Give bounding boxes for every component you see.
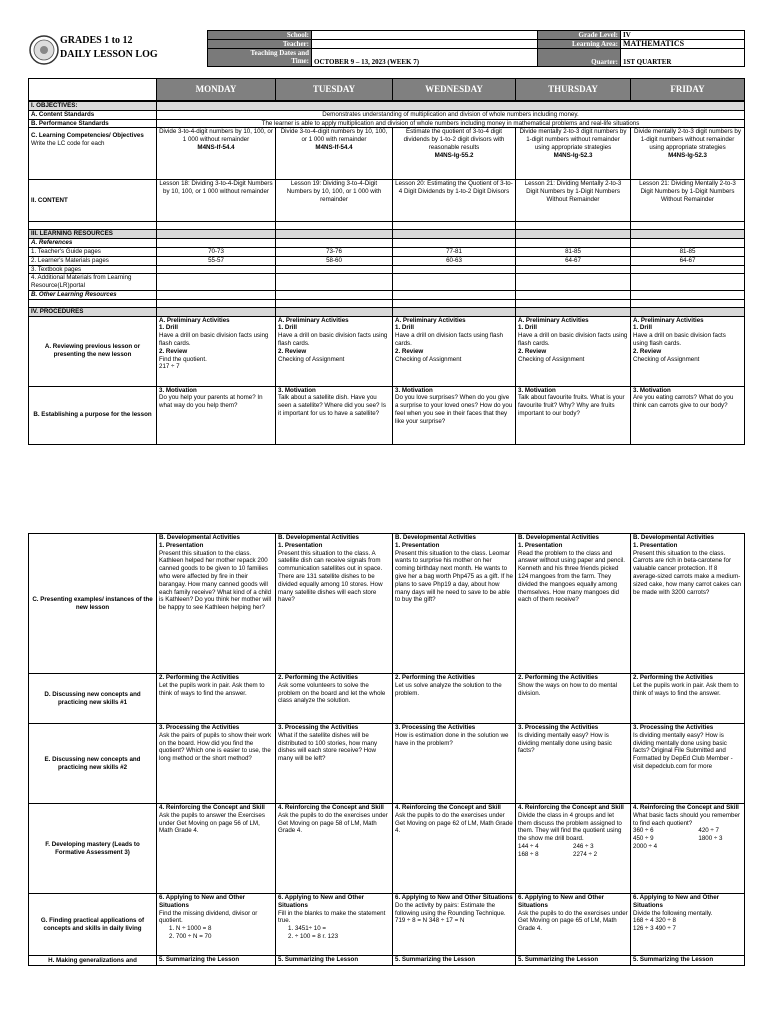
tb-cell <box>631 265 745 274</box>
proc-g-text: Ask the pupils to do the exercises under Get Moving on page 65 of LM, Math Grade 4. <box>518 909 628 933</box>
exercise-item: 1800 ÷ 3 <box>698 835 723 843</box>
grade-value[interactable]: IV <box>621 31 745 40</box>
lc-code: M4NS-If-54.4 <box>197 143 235 151</box>
tg-tuesday: 73-76 <box>276 247 393 256</box>
procedures-heading: IV. PROCEDURES <box>29 307 157 316</box>
proc-g-line: 168 ÷ 4 320 ÷ 8 <box>633 917 676 925</box>
procedure-d-label: D. Discussing new concepts and practicing new skills #1 <box>29 674 157 724</box>
proc-d-title: 2. Performing the Activities <box>518 674 598 681</box>
lc-wednesday <box>393 128 516 180</box>
proc-c-text: Present this situation to the class. Carrots are rich in beta-carotene for valuable cancer protection. If 8 average-sized carrots make a medium-sized cake, how many carrot cakes can be made with 3200 carrots? <box>633 549 741 596</box>
proc-g-wednesday <box>393 894 516 956</box>
proc-fill <box>157 307 276 316</box>
exercise-item: 2000 ÷ 4 <box>633 842 658 850</box>
proc-b-text: Are you eating carrots? What do you think can carrots give to our body? <box>633 394 734 410</box>
lc-sub: Write the LC code for each <box>31 140 105 148</box>
proc-c-friday <box>631 534 745 674</box>
spacer-cell <box>631 299 745 307</box>
proc-f-wednesday <box>393 804 516 894</box>
proc-c-text: Present this situation to the class. Leomar wants to surprise his mother on her coming birthday next month. He wants to give her a bag worth Php475 as a gift. If he plans to save Php19 a day, about how many days will he need to save to be able to buy the gift? <box>395 549 513 604</box>
exercise-item: 450 ÷ 9 <box>633 835 654 843</box>
spacer-cell <box>29 222 157 230</box>
proc-g-line: 1. N ÷ 1000 = 8 <box>169 925 212 933</box>
procedure-e-label: E. Discussing new concepts and practicing new skills #2 <box>29 724 157 804</box>
objectives-heading-fill <box>157 102 745 111</box>
review-extra: 217 ÷ 7 <box>159 363 180 371</box>
drill-label: 1. Drill <box>278 324 297 332</box>
proc-f-monday <box>157 804 276 894</box>
proc-d-title: 2. Performing the Activities <box>278 674 358 681</box>
proc-c-sub: 1. Presentation <box>633 541 678 549</box>
proc-d-title: 2. Performing the Activities <box>633 674 713 681</box>
proc-c-wednesday <box>393 534 516 674</box>
content-friday: Lesson 21: Dividing Mentally 2-to-3 Digit Numbers by 1-Digit Numbers Without Remainder <box>631 180 745 222</box>
lm-monday: 55-57 <box>157 256 276 265</box>
resources-fill <box>393 230 516 239</box>
proc-g-monday <box>157 894 276 956</box>
proc-a-title: A. Preliminary Activities <box>633 316 704 324</box>
exercise-item: 168 ÷ 8 <box>518 850 539 858</box>
review-label: 2. Review <box>395 347 424 355</box>
proc-g-title: 6. Applying to New and Other Situations <box>633 894 720 909</box>
proc-d-title: 2. Performing the Activities <box>159 674 239 681</box>
proc-e-title: 3. Processing the Activities <box>395 724 476 731</box>
proc-h-friday: 5. Summarizing the Lesson <box>631 956 745 966</box>
proc-f-text: What basic facts should you remember to find each quotient? <box>633 811 740 827</box>
proc-b-wednesday <box>393 386 516 444</box>
proc-g-text: Find the missing dividend, divisor or quotient. <box>159 909 258 925</box>
proc-c-text: Present this situation to the class. A satellite dish can receive signals from communication satellites out in space. There are 131 satellite dishes to be divided equally among 10 stores. How many satellite dishes will each store have? <box>278 549 383 604</box>
content-label: II. CONTENT <box>29 180 157 222</box>
day-monday: MONDAY <box>157 79 276 101</box>
proc-e-text: Is dividing mentally easy? How is dividing mentally done using basic facts? Original File Submitted and Formatted by DepEd Club Member - visit depedclub.com for more <box>633 731 733 770</box>
drill-text: Have a drill on basic division facts using flash cards. <box>633 332 726 347</box>
proc-b-thursday <box>516 386 631 444</box>
proc-c-title: B. Developmental Activities <box>633 534 714 541</box>
other-cell <box>157 290 276 299</box>
review-label: 2. Review <box>278 347 307 355</box>
proc-e-title: 3. Processing the Activities <box>278 724 359 731</box>
ref-cell <box>276 239 393 248</box>
exercise-item: 360 ÷ 6 <box>633 827 654 835</box>
proc-e-text: How is estimation done in the solution we have in the problem? <box>395 731 509 747</box>
procedure-f-label: F. Developing mastery (Leads to Formative Assessment 3) <box>29 804 157 894</box>
dates-label-line-2: Time: <box>291 57 309 65</box>
quarter-value[interactable]: 1ST QUARTER <box>621 49 745 67</box>
lc-thursday <box>516 128 631 180</box>
proc-d-monday <box>157 674 276 724</box>
proc-h-monday: 5. Summarizing the Lesson <box>157 956 276 966</box>
area-value[interactable]: MATHEMATICS <box>621 40 745 49</box>
performance-standards-text: The learner is able to apply multiplication and division of whole numbers including money in mathematical problems and real-life situations <box>157 119 745 128</box>
proc-h-tuesday: 5. Summarizing the Lesson <box>276 956 393 966</box>
ref-cell <box>157 239 276 248</box>
ref-cell <box>393 239 516 248</box>
proc-g-thursday <box>516 894 631 956</box>
proc-f-text: Ask the pupils to do the exercises under Get Moving on page 62 of LM, Math Grade 4. <box>395 811 513 835</box>
drill-text: Have a drill on basic division facts using flash cards. <box>159 332 269 347</box>
dates-value[interactable]: OCTOBER 9 – 13, 2023 (WEEK 7) <box>312 49 538 67</box>
days-corner <box>29 79 157 101</box>
lc-code: M4NS-If-54.4 <box>315 143 353 151</box>
other-resources-label: B. Other Learning Resources <box>29 290 157 299</box>
proc-b-title: 3. Motivation <box>159 386 197 394</box>
proc-d-title: 2. Performing the Activities <box>395 674 475 681</box>
lc-code: M4NS-Ig-52.3 <box>668 151 707 159</box>
other-cell <box>631 290 745 299</box>
proc-g-title: 6. Applying to New and Other Situations <box>518 894 605 909</box>
other-cell <box>276 290 393 299</box>
lc-code: M4NS-Ig-55.2 <box>434 151 474 159</box>
proc-c-sub: 1. Presentation <box>395 541 440 549</box>
review-label: 2. Review <box>159 347 188 355</box>
content-tuesday: Lesson 19: Dividing 3-to-4-Digit Numbers by 10, 100, or 1 000 with remainder <box>276 180 393 222</box>
lc-text: Estimate the quotient of 3-to-4 digit dividends by 1-to-2 digit divisors with reasonable results <box>403 128 505 151</box>
add-cell <box>276 274 393 291</box>
proc-e-title: 3. Processing the Activities <box>518 724 599 731</box>
drill-text: Have a drill on division facts using flash cards. <box>395 332 503 347</box>
procedure-g-label: G. Finding practical applications of concepts and skills in daily living <box>29 894 157 956</box>
review-text: Checking of Assignment <box>518 355 585 363</box>
spacer-cell <box>631 222 745 230</box>
tb-cell <box>393 265 516 274</box>
lm-label: 2. Learner's Materials pages <box>29 256 157 265</box>
proc-c-tuesday <box>276 534 393 674</box>
proc-fill <box>393 307 516 316</box>
proc-g-text: Divide the following mentally. <box>633 909 713 917</box>
proc-f-text: Ask the pupils to answer the Exercises under Get Moving on page 56 of LM, Math Grade 4. <box>159 811 265 835</box>
proc-e-text: Ask the pairs of pupils to show their work on the board. How did you find the quotient? Which one is easier to use, the long method or the short method? <box>159 731 272 763</box>
lc-code: M4NS-Ig-52.3 <box>553 151 593 159</box>
proc-c-sub: 1. Presentation <box>159 541 204 549</box>
add-cell <box>393 274 516 291</box>
proc-g-line: 126 ÷ 3 490 ÷ 7 <box>633 925 676 933</box>
review-label: 2. Review <box>633 347 662 355</box>
proc-h-thursday: 5. Summarizing the Lesson <box>516 956 631 966</box>
proc-d-friday <box>631 674 745 724</box>
proc-a-title: A. Preliminary Activities <box>278 316 349 324</box>
proc-g-line: 2. 700 ÷ N = 70 <box>169 932 212 940</box>
drill-label: 1. Drill <box>633 324 652 332</box>
resources-fill <box>276 230 393 239</box>
procedure-c-label: C. Presenting examples/ instances of the new lesson <box>29 534 157 674</box>
review-text: Find the quotient. <box>159 355 207 363</box>
spacer-cell <box>516 299 631 307</box>
proc-a-thursday <box>516 316 631 386</box>
title-line-2: DAILY LESSON LOG <box>60 49 158 60</box>
day-thursday: THURSDAY <box>516 79 631 101</box>
proc-g-friday <box>631 894 745 956</box>
textbook-label: 3. Textbook pages <box>29 265 157 274</box>
deped-seal-icon <box>29 30 59 70</box>
lc-label-cell <box>29 128 157 180</box>
proc-f-tuesday <box>276 804 393 894</box>
resources-fill <box>516 230 631 239</box>
proc-g-text: Do the activity by pairs: Estimate the following using the Rounding Technique. <box>395 901 506 917</box>
proc-d-text: Ask some volunteers to solve the problem on the board and let the whole class analyze the solution. <box>278 681 386 705</box>
lc-text: Divide 3-to-4-digit numbers by 10, 100, or 1 000 without remainder <box>159 128 273 144</box>
teacher-label: Teacher: <box>208 40 312 49</box>
lc-friday <box>631 128 745 180</box>
content-standards-text: Demonstrates understanding of multiplication and division of whole numbers including money. <box>157 110 745 119</box>
exercise-item <box>698 843 742 851</box>
other-cell <box>393 290 516 299</box>
document-title <box>60 34 158 62</box>
dates-label <box>208 49 312 67</box>
lm-tuesday: 58-60 <box>276 256 393 265</box>
tg-label: 1. Teacher's Guide pages <box>29 247 157 256</box>
proc-f-thursday <box>516 804 631 894</box>
grade-label: Grade Level: <box>538 31 621 40</box>
proc-f-text: Ask the pupils to do the exercises under Get Moving on page 58 of LM, Math Grade 4. <box>278 811 388 835</box>
spacer-cell <box>157 299 276 307</box>
proc-b-text: Do you love surprises? When do you give a surprise to your loved ones? How do you feel when you see in their faces that they like your surprise? <box>395 394 513 425</box>
content-standards-label: A. Content Standards <box>29 110 157 119</box>
proc-c-title: B. Developmental Activities <box>159 534 240 541</box>
review-text: Checking of Assignment <box>278 355 345 363</box>
proc-fill <box>276 307 393 316</box>
proc-g-line: 1. 3451÷ 10 = <box>288 925 326 933</box>
proc-b-title: 3. Motivation <box>278 386 316 394</box>
proc-d-text: Show the ways on how to do mental division. <box>518 681 618 697</box>
proc-c-thursday <box>516 534 631 674</box>
spacer-cell <box>29 299 157 307</box>
proc-c-title: B. Developmental Activities <box>278 534 359 541</box>
lm-friday: 64-67 <box>631 256 745 265</box>
proc-e-text: Is dividing mentally easy? How is dividing mentally done using basic facts? <box>518 731 612 755</box>
proc-b-friday <box>631 386 745 444</box>
proc-b-title: 3. Motivation <box>395 386 433 394</box>
content-wednesday: Lesson 20: Estimating the Quotient of 3-to-4 Digit Dividends by 1-to-2 Digit Divisors <box>393 180 516 222</box>
drill-text: Have a drill on basic division facts using flash cards. <box>278 332 388 347</box>
proc-g-line: 2. ÷ 100 = 8 r. 123 <box>288 932 339 940</box>
proc-a-title: A. Preliminary Activities <box>159 316 230 324</box>
proc-c-sub: 1. Presentation <box>278 541 323 549</box>
other-cell <box>516 290 631 299</box>
spacer-cell <box>157 222 276 230</box>
proc-e-monday <box>157 724 276 804</box>
exercise-list <box>518 843 628 859</box>
lc-label: C. Learning Competencies/ Objectives <box>31 132 144 140</box>
resources-heading: III. LEARNING RESOURCES <box>29 230 157 239</box>
drill-label: 1. Drill <box>159 324 178 332</box>
spacer-cell <box>276 222 393 230</box>
procedure-a-label: A. Reviewing previous lesson or presenting the new lesson <box>29 316 157 386</box>
proc-g-line: 719 ÷ 8 = N 348 ÷ 17 = N <box>395 917 465 925</box>
review-text: Checking of Assignment <box>633 355 700 363</box>
exercise-item: 420 ÷ 7 <box>698 827 719 835</box>
proc-b-text: Do you help your parents at home? In what way do you help them? <box>159 394 263 410</box>
resources-fill <box>157 230 276 239</box>
proc-a-friday <box>631 316 745 386</box>
lc-tuesday <box>276 128 393 180</box>
proc-c-text: Present this situation to the class. Kathleen helped her mother repack 200 canned goods to be given to 10 families who were affected by fire in their barangay. How many canned goods will each family receive? What kind of a child is Kathleen? Do you think her mother will be happy to see Kathleen helping her? <box>159 549 272 612</box>
tb-cell <box>276 265 393 274</box>
procedure-h-label: H. Making generalizations and <box>29 956 157 966</box>
exercise-item: 246 ÷ 3 <box>573 842 594 850</box>
resources-fill <box>631 230 745 239</box>
ref-cell <box>516 239 631 248</box>
objectives-heading: I. OBJECTIVES: <box>29 102 157 111</box>
ref-cell <box>631 239 745 248</box>
day-wednesday: WEDNESDAY <box>393 79 516 101</box>
review-label: 2. Review <box>518 347 547 355</box>
dates-label-line-1: Teaching Dates and <box>250 49 309 57</box>
proc-e-wednesday <box>393 724 516 804</box>
proc-d-text: Let us solve analyze the solution to the problem. <box>395 681 502 697</box>
lesson-grid-page-2 <box>28 533 745 966</box>
proc-c-sub: 1. Presentation <box>518 541 563 549</box>
area-label: Learning Area: <box>538 40 621 49</box>
tg-thursday: 81-85 <box>516 247 631 256</box>
proc-b-monday <box>157 386 276 444</box>
lc-text: Divide 3-to-4-digit numbers by 10, 100, or 1 000 with remainder <box>280 128 388 144</box>
tg-monday: 70-73 <box>157 247 276 256</box>
proc-f-title: 4. Reinforcing the Concept and Skill <box>159 804 265 811</box>
content-thursday: Lesson 21: Dividing Mentally 2-to-3 Digit Numbers by 1-Digit Numbers Without Remainder <box>516 180 631 222</box>
proc-c-title: B. Developmental Activities <box>518 534 599 541</box>
content-monday: Lesson 18: Dividing 3-to-4-Digit Numbers by 10, 100, or 1 000 without remainder <box>157 180 276 222</box>
spacer-cell <box>516 222 631 230</box>
exercise-item: 144 ÷ 4 <box>518 842 539 850</box>
proc-b-text: Talk about favourite fruits. What is your favourite fruit? Why? Why are fruits important to our body? <box>518 394 625 417</box>
proc-e-friday <box>631 724 745 804</box>
proc-b-tuesday <box>276 386 393 444</box>
proc-b-title: 3. Motivation <box>518 386 556 394</box>
proc-d-text: Let the pupils work in pair. Ask them to think of ways to find the answer. <box>159 681 265 697</box>
proc-g-title: 6. Applying to New and Other Situations <box>159 894 246 909</box>
proc-a-tuesday <box>276 316 393 386</box>
tg-friday: 81-85 <box>631 247 745 256</box>
proc-e-tuesday <box>276 724 393 804</box>
add-cell <box>631 274 745 291</box>
proc-c-title: B. Developmental Activities <box>395 534 476 541</box>
day-tuesday: TUESDAY <box>276 79 393 101</box>
drill-label: 1. Drill <box>518 324 537 332</box>
proc-f-title: 4. Reinforcing the Concept and Skill <box>518 804 624 811</box>
proc-d-tuesday <box>276 674 393 724</box>
review-text: Checking of Assignment <box>395 355 462 363</box>
proc-f-title: 4. Reinforcing the Concept and Skill <box>633 804 739 811</box>
lm-thursday: 64-67 <box>516 256 631 265</box>
add-cell <box>516 274 631 291</box>
spacer-cell <box>393 299 516 307</box>
spacer-cell <box>276 299 393 307</box>
lc-text: Divide mentally 2-to-3 digit numbers by 1-digit numbers without remainder using appropriate strategies <box>634 128 741 151</box>
proc-g-text: Fill in the blanks to make the statement true. <box>278 909 386 925</box>
add-cell <box>157 274 276 291</box>
drill-text: Have a drill on basic division facts using flash cards. <box>518 332 628 347</box>
proc-d-wednesday <box>393 674 516 724</box>
proc-fill <box>516 307 631 316</box>
proc-a-monday <box>157 316 276 386</box>
proc-d-text: Let the pupils work in pair. Ask them to think of ways to find the answer. <box>633 681 739 697</box>
proc-fill <box>631 307 745 316</box>
header-info-table <box>207 30 745 67</box>
proc-e-text: What if the satellite dishes will be distributed to 100 stories, how many dishes will each store receive? How many will be left? <box>278 731 378 763</box>
proc-b-title: 3. Motivation <box>633 386 671 394</box>
proc-a-title: A. Preliminary Activities <box>395 316 466 324</box>
teacher-value[interactable] <box>312 40 538 49</box>
proc-f-title: 4. Reinforcing the Concept and Skill <box>395 804 501 811</box>
tb-cell <box>157 265 276 274</box>
proc-f-text: Divide the class in 4 groups and let them discuss the problem assigned to them. They will find the quotient using the show me drill board. <box>518 811 622 843</box>
lesson-grid-page-1 <box>28 101 745 445</box>
school-value[interactable] <box>312 31 538 40</box>
proc-c-monday <box>157 534 276 674</box>
days-header <box>28 78 745 101</box>
proc-g-title: 6. Applying to New and Other Situations <box>278 894 365 909</box>
drill-label: 1. Drill <box>395 324 414 332</box>
proc-a-title: A. Preliminary Activities <box>518 316 589 324</box>
proc-c-text: Read the problem to the class and answer without using paper and pencil. Kenneth and his three friends picked 124 mangoes from the farm. They divided the mangoes equally among themselves. How many mangoes did each of them receive? <box>518 549 625 604</box>
proc-d-thursday <box>516 674 631 724</box>
school-label: School: <box>208 31 312 40</box>
proc-e-title: 3. Processing the Activities <box>159 724 240 731</box>
tg-wednesday: 77-81 <box>393 247 516 256</box>
references-label: A. References <box>29 239 157 248</box>
proc-b-text: Talk about a satellite dish. Have you seen a satellite? Where did you see? Is it important for us to have a satellite? <box>278 394 387 417</box>
quarter-label: Quarter: <box>538 49 621 67</box>
proc-g-tuesday <box>276 894 393 956</box>
tb-cell <box>516 265 631 274</box>
procedure-b-label: B. Establishing a purpose for the lesson <box>29 386 157 444</box>
exercise-list <box>633 827 742 850</box>
performance-standards-label: B. Performance Standards <box>29 119 157 128</box>
proc-a-wednesday <box>393 316 516 386</box>
proc-h-wednesday: 5. Summarizing the Lesson <box>393 956 516 966</box>
proc-f-title: 4. Reinforcing the Concept and Skill <box>278 804 384 811</box>
proc-e-title: 3. Processing the Activities <box>633 724 714 731</box>
exercise-item: 2274 ÷ 2 <box>573 850 598 858</box>
proc-e-thursday <box>516 724 631 804</box>
lc-text: Divide mentally 2-to-3 digit numbers by 1-digit numbers without remainder using appropriate strategies <box>519 128 627 151</box>
spacer-cell <box>393 222 516 230</box>
title-line-1: GRADES 1 to 12 <box>60 35 133 46</box>
lc-monday <box>157 128 276 180</box>
day-friday: FRIDAY <box>631 79 745 101</box>
proc-g-title: 6. Applying to New and Other Situations <box>395 894 513 901</box>
lm-wednesday: 60-63 <box>393 256 516 265</box>
additional-label: 4. Additional Materials from Learning Resource(LR)portal <box>29 274 157 291</box>
proc-f-friday <box>631 804 745 894</box>
